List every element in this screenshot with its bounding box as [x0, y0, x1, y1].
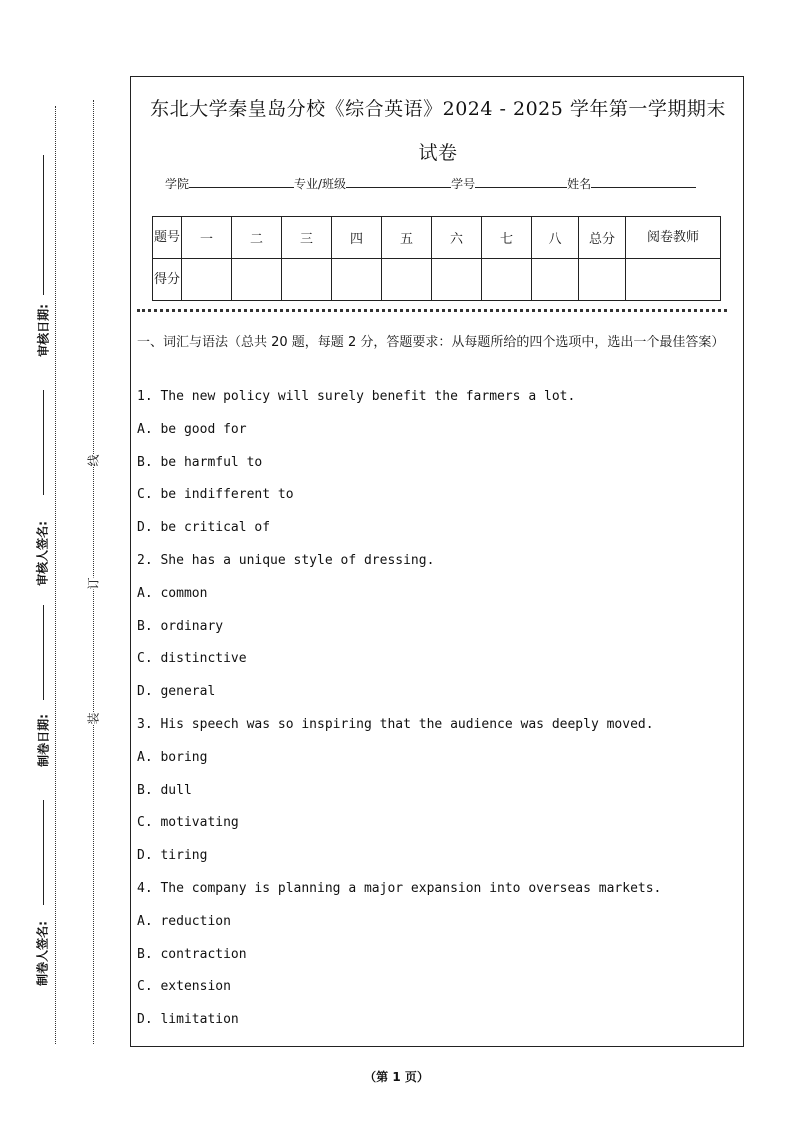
dotted-separator: [137, 309, 727, 312]
name-field[interactable]: [591, 175, 696, 188]
score-cell[interactable]: [626, 259, 721, 301]
answer-option[interactable]: C. distinctive: [137, 651, 247, 667]
major-class-label: 专业/班级: [294, 177, 347, 191]
exam-title-line2: 试卷: [418, 142, 458, 164]
reviewer-signature-label: 审核人签名:: [35, 521, 50, 586]
col-5: 五: [382, 217, 432, 259]
score-cell[interactable]: [579, 259, 626, 301]
answer-option[interactable]: D. general: [137, 684, 216, 700]
col-total: 总分: [579, 217, 626, 259]
answer-option[interactable]: B. be harmful to: [137, 454, 263, 470]
answer-option[interactable]: B. dull: [137, 782, 192, 798]
question-text: 1. The new policy will surely benefit the farmers a lot.: [137, 389, 576, 404]
answer-option[interactable]: C. motivating: [137, 815, 239, 831]
answer-option[interactable]: D. limitation: [137, 1012, 239, 1028]
score-cell[interactable]: [332, 259, 382, 301]
student-id-label: 学号: [451, 177, 476, 191]
score-cell[interactable]: [532, 259, 579, 301]
exam-title: [131, 87, 745, 175]
score-table-score-row: [153, 259, 721, 301]
section-1-heading: 一、词汇与语法（总共 20 题，每题 2 分，答题要求：从每题所给的四个选项中，选出一个最佳答案）: [137, 335, 725, 350]
score-cell[interactable]: [232, 259, 282, 301]
col-4: 四: [332, 217, 382, 259]
review-date-line: [43, 155, 44, 295]
page-number: （第 1 页）: [364, 1070, 429, 1084]
student-id-field[interactable]: [475, 175, 567, 188]
answer-option[interactable]: C. be indifferent to: [137, 487, 294, 503]
margin-dotted-line-inner: [93, 100, 94, 1044]
margin-dotted-line-outer: [55, 106, 56, 1044]
score-cell[interactable]: [382, 259, 432, 301]
col-8: 八: [532, 217, 579, 259]
binding-char-ding: 订: [83, 577, 104, 589]
answer-option[interactable]: D. tiring: [137, 848, 208, 864]
score-cell[interactable]: [282, 259, 332, 301]
binding-margin: [0, 0, 130, 1122]
answer-option[interactable]: A. reduction: [137, 913, 231, 929]
college-label: 学院: [165, 177, 190, 191]
reviewer-signature-line: [43, 390, 44, 495]
answer-option[interactable]: B. ordinary: [137, 618, 224, 634]
score-row-label: 得分: [153, 259, 182, 301]
score-table-header-row: [153, 217, 721, 259]
student-info-row: [165, 175, 696, 192]
binding-char-line: 线: [83, 454, 104, 466]
answer-option[interactable]: C. extension: [137, 979, 231, 995]
score-cell[interactable]: [182, 259, 232, 301]
answer-option[interactable]: B. contraction: [137, 946, 247, 962]
name-label: 姓名: [567, 177, 592, 191]
review-date-label: 审核日期:: [36, 304, 51, 357]
col-7: 七: [482, 217, 532, 259]
col-grader: 阅卷教师: [626, 217, 721, 259]
maker-date-label: 制卷日期:: [36, 714, 51, 767]
score-cell[interactable]: [482, 259, 532, 301]
col-2: 二: [232, 217, 282, 259]
major-class-field[interactable]: [346, 175, 451, 188]
college-field[interactable]: [189, 175, 294, 188]
score-table: [152, 216, 721, 301]
maker-signature-line: [43, 800, 44, 905]
answer-option[interactable]: A. be good for: [137, 421, 247, 437]
col-6: 六: [432, 217, 482, 259]
question-text: 4. The company is planning a major expansion into overseas markets.: [137, 881, 662, 896]
maker-date-line: [43, 605, 44, 700]
col-1: 一: [182, 217, 232, 259]
exam-title-line1: 东北大学秦皇岛分校《综合英语》2024 - 2025 学年第一学期期末: [150, 98, 726, 120]
answer-option[interactable]: D. be critical of: [137, 520, 271, 536]
maker-signature-label: 制卷人签名:: [35, 921, 50, 986]
binding-char-zhuang: 装: [83, 712, 104, 724]
question-text: 2. She has a unique style of dressing.: [137, 553, 435, 568]
answer-option[interactable]: A. common: [137, 585, 208, 601]
answer-option[interactable]: A. boring: [137, 749, 208, 765]
question-number-header: 题号: [153, 217, 182, 259]
score-cell[interactable]: [432, 259, 482, 301]
col-3: 三: [282, 217, 332, 259]
question-text: 3. His speech was so inspiring that the audience was deeply moved.: [137, 717, 654, 732]
exam-frame: [130, 76, 744, 1047]
